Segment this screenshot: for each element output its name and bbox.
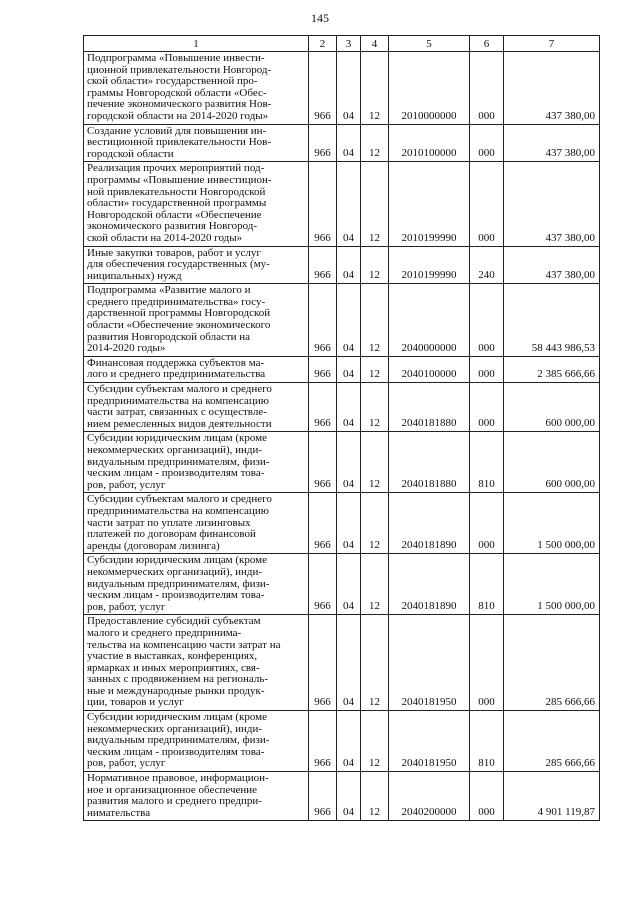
code-col-6-cell: 810 [470, 432, 504, 493]
item-name-cell: Субсидии субъектам малого и среднего предпринимательства на компенсацию части затрат по уплате лизинговых платежей по договорам финансовой аренды (договорам лизинга) [84, 493, 309, 554]
item-name-cell: Субсидии юридическим лицам (кроме некоммерческих организаций), инди- видуальным предпринимателям, физи- ческим лицам - производителям това- ров, работ, услуг [84, 432, 309, 493]
code-col-3-cell: 04 [337, 356, 361, 382]
amount-cell: 285 666,66 [504, 615, 600, 711]
code-col-2-cell: 966 [309, 284, 337, 357]
code-col-3-cell: 04 [337, 432, 361, 493]
column-header: 1 [84, 36, 309, 52]
code-col-6-cell: 000 [470, 52, 504, 125]
code-col-2-cell: 966 [309, 493, 337, 554]
item-name-cell: Подпрограмма «Повышение инвести- ционной привлекательности Новгород- ской области» государственной про- граммы Новгородской области «Обес- печение экономического развития Нов- городской области на 2014-2020 годы» [84, 52, 309, 125]
item-name-cell: Субсидии субъектам малого и среднего предпринимательства на компенсацию части затрат, связанных с осуществле- нием ремесленных видов деятельности [84, 383, 309, 432]
code-col-5-cell: 2040181950 [389, 711, 470, 772]
table-header-row [84, 36, 600, 52]
code-col-2-cell: 966 [309, 52, 337, 125]
code-col-3-cell: 04 [337, 772, 361, 821]
code-col-4-cell: 12 [361, 615, 389, 711]
code-col-6-cell: 810 [470, 554, 504, 615]
code-col-3-cell: 04 [337, 383, 361, 432]
code-col-4-cell: 12 [361, 52, 389, 125]
item-name-cell: Создание условий для повышения ин- вестиционной привлекательности Нов- городской области [84, 124, 309, 162]
code-col-2-cell: 966 [309, 615, 337, 711]
code-col-4-cell: 12 [361, 383, 389, 432]
code-col-5-cell: 2040181880 [389, 383, 470, 432]
amount-cell: 600 000,00 [504, 383, 600, 432]
amount-cell: 1 500 000,00 [504, 554, 600, 615]
code-col-4-cell: 12 [361, 162, 389, 246]
code-col-6-cell: 000 [470, 162, 504, 246]
code-col-2-cell: 966 [309, 432, 337, 493]
amount-cell: 437 380,00 [504, 124, 600, 162]
code-col-6-cell: 000 [470, 615, 504, 711]
code-col-2-cell: 966 [309, 772, 337, 821]
item-name-cell: Предоставление субсидий субъектам малого и среднего предпринима- тельства на компенсацию части затрат на участие в выставках, конференциях, ярмарках и иных мероприятиях, свя- занных с продвижением на региональ- ные и международные рынки продук- ции, товаров и услуг [84, 615, 309, 711]
code-col-3-cell: 04 [337, 52, 361, 125]
table-row [84, 554, 600, 615]
code-col-5-cell: 2040181890 [389, 493, 470, 554]
code-col-3-cell: 04 [337, 711, 361, 772]
item-name-cell: Подпрограмма «Развитие малого и среднего предпринимательства» госу- дарственной программы Новгородской области «Обеспечение экономического развития Новгородской области на 2014-2020 годы» [84, 284, 309, 357]
code-col-3-cell: 04 [337, 493, 361, 554]
amount-cell: 437 380,00 [504, 162, 600, 246]
code-col-4-cell: 12 [361, 554, 389, 615]
column-header: 7 [504, 36, 600, 52]
table-row [84, 493, 600, 554]
table-row [84, 52, 600, 125]
column-header: 4 [361, 36, 389, 52]
code-col-5-cell: 2010199990 [389, 246, 470, 284]
table-row [84, 432, 600, 493]
amount-cell: 437 380,00 [504, 52, 600, 125]
code-col-5-cell: 2040181880 [389, 432, 470, 493]
code-col-5-cell: 2040181890 [389, 554, 470, 615]
item-name-cell: Финансовая поддержка субъектов ма- лого и среднего предпринимательства [84, 356, 309, 382]
amount-cell: 58 443 986,53 [504, 284, 600, 357]
page-number: 145 [311, 11, 329, 25]
budget-table [83, 35, 600, 821]
code-col-4-cell: 12 [361, 284, 389, 357]
code-col-6-cell: 810 [470, 711, 504, 772]
code-col-3-cell: 04 [337, 284, 361, 357]
item-name-cell: Нормативное правовое, информацион- ное и организационное обеспечение развития малого и среднего предпри- нимательства [84, 772, 309, 821]
code-col-4-cell: 12 [361, 356, 389, 382]
code-col-4-cell: 12 [361, 493, 389, 554]
code-col-2-cell: 966 [309, 383, 337, 432]
code-col-4-cell: 12 [361, 124, 389, 162]
code-col-4-cell: 12 [361, 432, 389, 493]
code-col-6-cell: 000 [470, 124, 504, 162]
code-col-6-cell: 240 [470, 246, 504, 284]
code-col-3-cell: 04 [337, 246, 361, 284]
code-col-5-cell: 2010100000 [389, 124, 470, 162]
code-col-6-cell: 000 [470, 383, 504, 432]
code-col-2-cell: 966 [309, 356, 337, 382]
column-header: 6 [470, 36, 504, 52]
code-col-5-cell: 2010000000 [389, 52, 470, 125]
column-header: 3 [337, 36, 361, 52]
item-name-cell: Субсидии юридическим лицам (кроме некоммерческих организаций), инди- видуальным предпринимателям, физи- ческим лицам - производителям това- ров, работ, услуг [84, 711, 309, 772]
amount-cell: 285 666,66 [504, 711, 600, 772]
code-col-3-cell: 04 [337, 615, 361, 711]
code-col-5-cell: 2040000000 [389, 284, 470, 357]
table-row [84, 124, 600, 162]
code-col-5-cell: 2040100000 [389, 356, 470, 382]
code-col-5-cell: 2010199990 [389, 162, 470, 246]
item-name-cell: Реализация прочих мероприятий под- программы «Повышение инвестицион- ной привлекательности Новгородской области» государственной программы Новгородской области «Обеспечение экономического развития Новгород- ской области на 2014-2020 годы» [84, 162, 309, 246]
column-header: 2 [309, 36, 337, 52]
code-col-5-cell: 2040181950 [389, 615, 470, 711]
table-body [84, 52, 600, 821]
code-col-4-cell: 12 [361, 772, 389, 821]
amount-cell: 600 000,00 [504, 432, 600, 493]
table-row [84, 284, 600, 357]
code-col-6-cell: 000 [470, 493, 504, 554]
table-row [84, 711, 600, 772]
table-row [84, 615, 600, 711]
amount-cell: 437 380,00 [504, 246, 600, 284]
code-col-2-cell: 966 [309, 711, 337, 772]
code-col-2-cell: 966 [309, 124, 337, 162]
code-col-3-cell: 04 [337, 124, 361, 162]
code-col-2-cell: 966 [309, 246, 337, 284]
code-col-3-cell: 04 [337, 162, 361, 246]
code-col-2-cell: 966 [309, 554, 337, 615]
amount-cell: 2 385 666,66 [504, 356, 600, 382]
code-col-3-cell: 04 [337, 554, 361, 615]
code-col-6-cell: 000 [470, 772, 504, 821]
code-col-5-cell: 2040200000 [389, 772, 470, 821]
code-col-4-cell: 12 [361, 711, 389, 772]
code-col-6-cell: 000 [470, 356, 504, 382]
code-col-2-cell: 966 [309, 162, 337, 246]
column-header: 5 [389, 36, 470, 52]
item-name-cell: Иные закупки товаров, работ и услуг для обеспечения государственных (му- ниципальных) нужд [84, 246, 309, 284]
item-name-cell: Субсидии юридическим лицам (кроме некоммерческих организаций), инди- видуальным предпринимателям, физи- ческим лицам - производителям това- ров, работ, услуг [84, 554, 309, 615]
code-col-4-cell: 12 [361, 246, 389, 284]
table-row [84, 162, 600, 246]
table-row [84, 246, 600, 284]
table-row [84, 772, 600, 821]
table-row [84, 356, 600, 382]
code-col-6-cell: 000 [470, 284, 504, 357]
amount-cell: 4 901 119,87 [504, 772, 600, 821]
table-row [84, 383, 600, 432]
amount-cell: 1 500 000,00 [504, 493, 600, 554]
